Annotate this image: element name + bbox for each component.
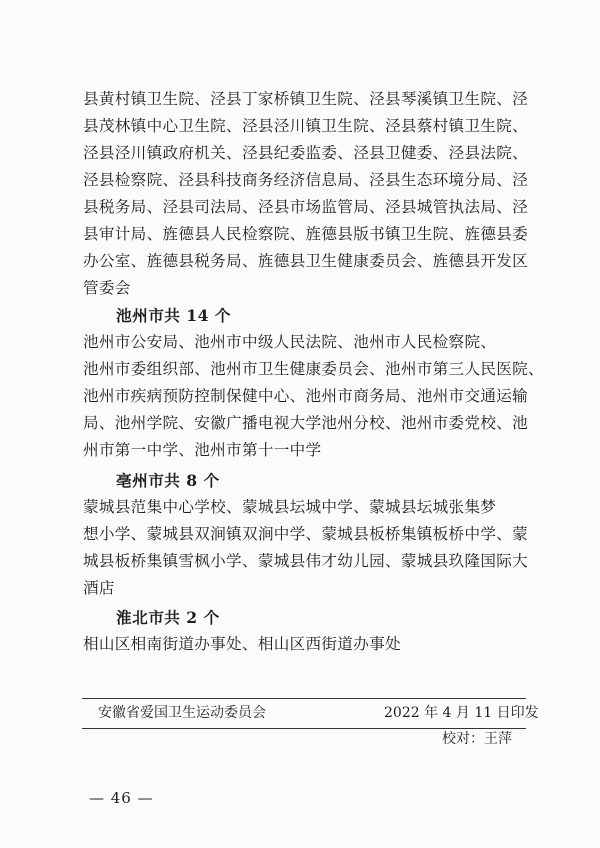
section-body-bozhou — [83, 494, 529, 602]
text-line: 办公室、旌德县税务局、旌德县卫生健康委员会、旌德县开发区 — [83, 252, 529, 270]
text-line: 泾县泾川镇政府机关、泾县纪委监委、泾县卫健委、泾县法院、 — [83, 144, 529, 162]
issue-date: 2022 年 4 月 11 日印发 — [384, 705, 539, 721]
text-line: 池州市疾病预防控制保健中心、池州市商务局、池州市交通运输 — [83, 387, 529, 405]
text-line: 州市第一中学、池州市第十一中学 — [83, 441, 322, 459]
issuer: 安徽省爱国卫生运动委员会 — [98, 705, 266, 721]
text-line: 相山区相南街道办事处、相山区西街道办事处 — [83, 635, 401, 653]
page-number: — 46 — — [89, 789, 154, 807]
text-line: 池州市公安局、池州市中级人民法院、池州市人民检察院、 — [83, 333, 497, 351]
text-line: 想小学、蒙城县双涧镇双涧中学、蒙城县板桥集镇板桥中学、蒙 — [83, 525, 529, 543]
text-line: 县黄村镇卫生院、泾县丁家桥镇卫生院、泾县琴溪镇卫生院、泾 — [83, 90, 529, 108]
section-heading-bozhou: 亳州市共 8 个 — [116, 471, 220, 490]
section-body-chizhou — [83, 329, 544, 464]
continuation-paragraph — [83, 86, 529, 302]
text-line: 城县板桥集镇雪枫小学、蒙城县伟才幼儿园、蒙城县玖隆国际大 — [83, 552, 529, 570]
text-line: 酒店 — [83, 579, 115, 597]
text-line: 县茂林镇中心卫生院、泾县泾川镇卫生院、泾县蔡村镇卫生院、 — [83, 117, 529, 135]
section-body-huaibei — [83, 631, 525, 658]
proofreader: 校对：王萍 — [442, 731, 512, 747]
text-line: 泾县检察院、泾县科技商务经济信息局、泾县生态环境分局、泾 — [83, 171, 529, 189]
text-line: 县税务局、泾县司法局、泾县市场监管局、泾县城管执法局、泾 — [83, 198, 529, 216]
section-heading-chizhou: 池州市共 14 个 — [116, 306, 232, 325]
text-line: 池州市委组织部、池州市卫生健康委员会、池州市第三人民医院、 — [83, 360, 544, 378]
footer-divider-top — [82, 698, 526, 699]
text-line: 局、池州学院、安徽广播电视大学池州分校、池州市委党校、池 — [83, 414, 529, 432]
text-line: 管委会 — [83, 279, 131, 297]
text-line: 蒙城县范集中心学校、蒙城县坛城中学、蒙城县坛城张集梦 — [83, 498, 497, 516]
section-heading-huaibei: 淮北市共 2 个 — [116, 608, 220, 627]
text-line: 县审计局、旌德县人民检察院、旌德县版书镇卫生院、旌德县委 — [83, 225, 529, 243]
